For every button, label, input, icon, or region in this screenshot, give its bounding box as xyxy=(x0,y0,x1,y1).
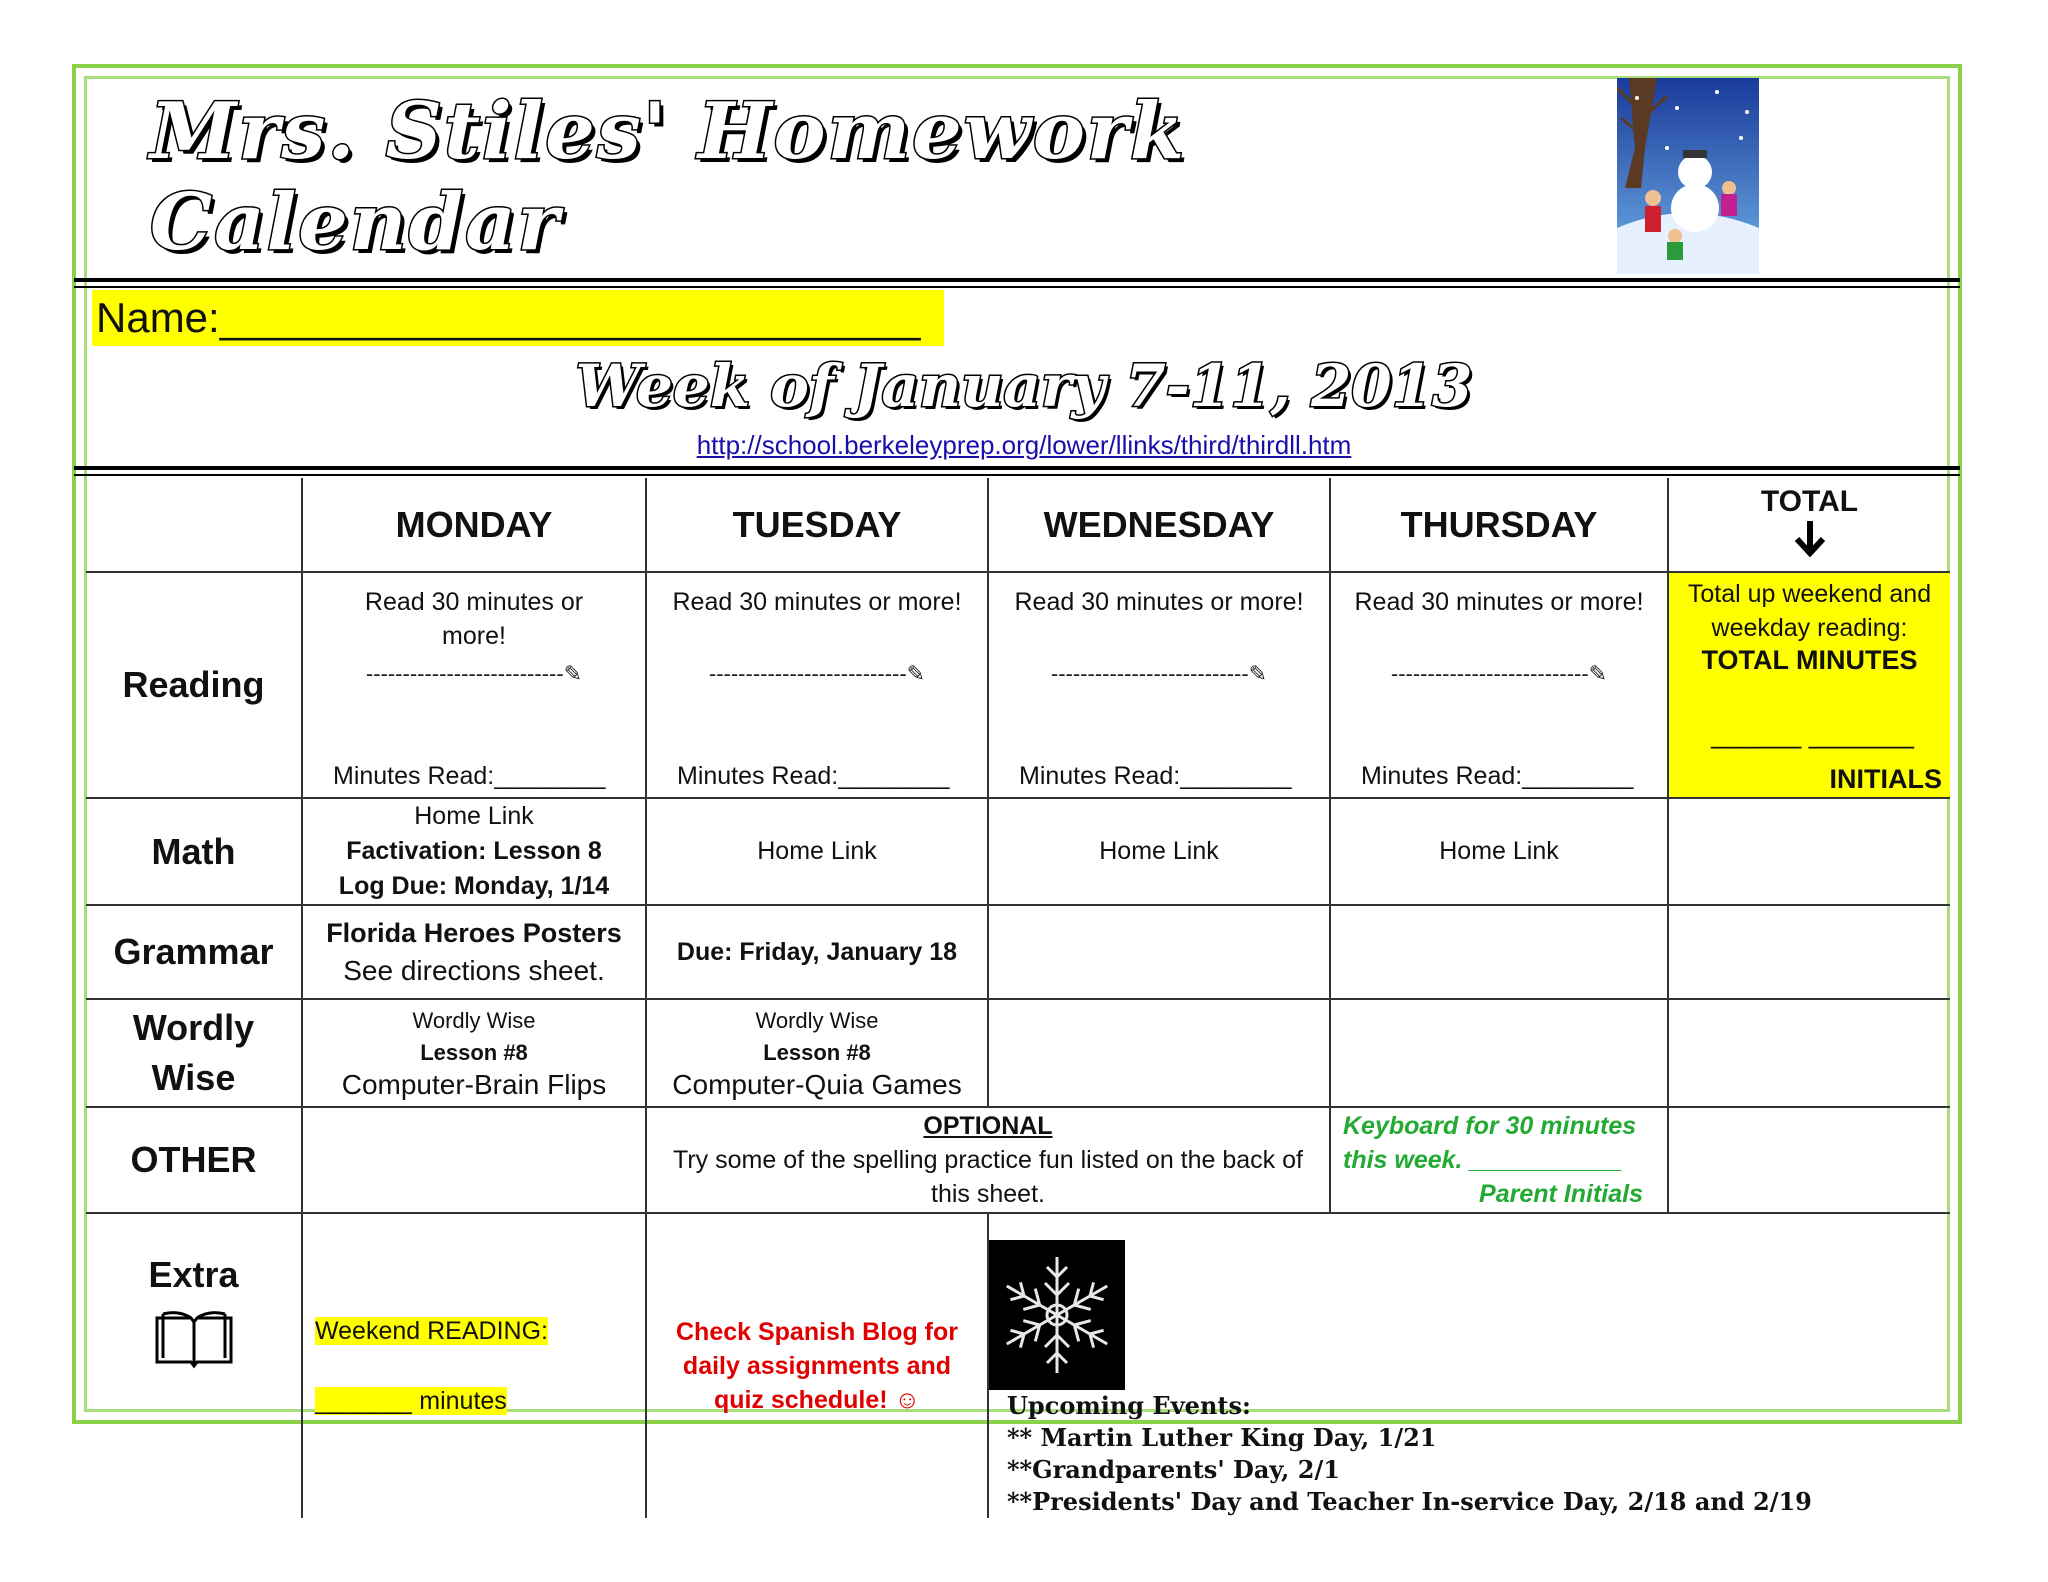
optional-title: OPTIONAL xyxy=(923,1112,1053,1140)
weekend-minutes-label: minutes xyxy=(412,1387,507,1415)
grammar-project-title: Florida Heroes Posters xyxy=(326,918,622,948)
col-wednesday: WEDNESDAY xyxy=(988,478,1330,572)
wordly-lesson: Lesson #8 xyxy=(763,1040,871,1065)
reading-total xyxy=(1668,572,1950,798)
wordly-label-line2: Wise xyxy=(151,1057,236,1098)
math-thursday: Home Link xyxy=(1330,798,1668,905)
col-monday: MONDAY xyxy=(302,478,646,572)
name-field[interactable] xyxy=(92,290,944,346)
total-label: TOTAL xyxy=(1760,484,1859,518)
row-reading-label: Reading xyxy=(86,572,302,798)
wordly-title: Wordly Wise xyxy=(755,1008,879,1033)
minutes-read-field[interactable]: Minutes Read:________ xyxy=(1361,762,1634,790)
reading-instruction: Read 30 minutes or more! xyxy=(1354,588,1644,616)
row-extra-label xyxy=(86,1213,302,1518)
extra-label: Extra xyxy=(148,1254,239,1295)
minutes-read-field[interactable]: Minutes Read:________ xyxy=(333,762,606,790)
grammar-tuesday: Due: Friday, January 18 xyxy=(646,905,988,999)
wordly-label-line1: Wordly xyxy=(132,1007,255,1048)
pencil-icon: ---------------------------✎ xyxy=(365,661,583,686)
grammar-thursday xyxy=(1330,905,1668,999)
col-tuesday: TUESDAY xyxy=(646,478,988,572)
row-other-label: OTHER xyxy=(86,1107,302,1213)
math-wednesday: Home Link xyxy=(988,798,1330,905)
corner-cell xyxy=(86,478,302,572)
event-item: ** Martin Luther King Day, 1/21 xyxy=(1007,1423,1437,1452)
week-of-heading: Week of January 7-11, 2013 xyxy=(575,352,1473,420)
wordly-title: Wordly Wise xyxy=(412,1008,536,1033)
name-label: Name: xyxy=(96,294,220,341)
parent-initials-label: Parent Initials xyxy=(1479,1180,1643,1208)
col-thursday: THURSDAY xyxy=(1330,478,1668,572)
class-website-link[interactable]: http://school.berkeleyprep.org/lower/llinks/third/thirdll.htm xyxy=(696,430,1352,460)
wordly-wednesday xyxy=(988,999,1330,1107)
reading-instruction: Read 30 minutes or more! xyxy=(364,588,584,650)
row-wordly-wise-label xyxy=(86,999,302,1107)
page-title: Mrs. Stiles' Homework Calendar xyxy=(150,86,1187,268)
other-optional xyxy=(646,1107,1330,1213)
pencil-icon: ---------------------------✎ xyxy=(708,661,926,686)
pencil-icon: ---------------------------✎ xyxy=(1050,661,1268,686)
extra-events xyxy=(988,1213,1950,1518)
wordly-thursday xyxy=(1330,999,1668,1107)
wordly-activity: Computer-Brain Flips xyxy=(341,1069,607,1100)
pencil-icon: ---------------------------✎ xyxy=(1390,661,1608,686)
header-rule-bottom xyxy=(74,466,1960,476)
grammar-wednesday xyxy=(988,905,1330,999)
row-math-label: Math xyxy=(86,798,302,905)
math-total xyxy=(1668,798,1950,905)
extra-monday xyxy=(302,1213,646,1518)
reading-monday xyxy=(302,572,646,798)
total-minutes-label: TOTAL MINUTES xyxy=(1701,645,1918,675)
total-instruction: Total up weekend and weekday reading: xyxy=(1687,580,1932,642)
grammar-directions: See directions sheet. xyxy=(343,955,605,986)
wordly-monday xyxy=(302,999,646,1107)
math-home-link: Home Link xyxy=(414,802,534,830)
header-rule-top xyxy=(74,278,1960,288)
extra-tuesday xyxy=(646,1213,988,1518)
spanish-blog-line1: Check Spanish Blog for xyxy=(676,1318,958,1346)
event-item: **Presidents' Day and Teacher In-service Day, 2/18 and 2/19 xyxy=(1007,1487,1812,1516)
spanish-blog-line2: daily assignments and xyxy=(682,1352,952,1380)
grammar-total xyxy=(1668,905,1950,999)
minutes-read-field[interactable]: Minutes Read:________ xyxy=(1019,762,1292,790)
weekend-reading-label: Weekend READING: xyxy=(315,1317,548,1345)
initials-label: INITIALS xyxy=(1829,764,1942,794)
homework-calendar-table xyxy=(86,478,1950,1518)
other-total xyxy=(1668,1107,1950,1213)
wordly-tuesday xyxy=(646,999,988,1107)
snowflake-image xyxy=(989,1240,1125,1390)
reading-tuesday xyxy=(646,572,988,798)
math-tuesday: Home Link xyxy=(646,798,988,905)
total-blanks[interactable]: ______ _______ xyxy=(1711,719,1914,749)
reading-wednesday xyxy=(988,572,1330,798)
reading-instruction: Read 30 minutes or more! xyxy=(1014,588,1304,616)
wordly-total xyxy=(1668,999,1950,1107)
event-item: **Grandparents' Day, 2/1 xyxy=(1007,1455,1340,1484)
name-blank: ______________________________ xyxy=(219,294,921,341)
keyboard-blank[interactable]: this week. ___________ xyxy=(1343,1146,1623,1174)
minutes-read-field[interactable]: Minutes Read:________ xyxy=(677,762,950,790)
reading-thursday xyxy=(1330,572,1668,798)
winter-snowman-image xyxy=(1617,78,1759,274)
down-arrow-icon xyxy=(1793,519,1827,557)
math-monday xyxy=(302,798,646,905)
row-grammar-label: Grammar xyxy=(86,905,302,999)
reading-instruction: Read 30 minutes or more! xyxy=(672,588,962,616)
math-factivation: Factivation: Lesson 8 xyxy=(346,837,602,865)
col-total xyxy=(1668,478,1950,572)
math-log-due: Log Due: Monday, 1/14 xyxy=(338,872,610,900)
upcoming-events xyxy=(1007,1390,1812,1518)
book-icon xyxy=(153,1310,235,1370)
other-monday xyxy=(302,1107,646,1213)
events-title: Upcoming Events: xyxy=(1007,1391,1251,1420)
weekend-reading-blank[interactable]: _______ xyxy=(315,1387,413,1415)
other-thursday xyxy=(1330,1107,1668,1213)
spanish-blog-line3: quiz schedule! ☺ xyxy=(713,1386,921,1414)
wordly-activity: Computer-Quia Games xyxy=(672,1069,962,1100)
grammar-monday xyxy=(302,905,646,999)
keyboard-task: Keyboard for 30 minutes xyxy=(1343,1112,1637,1140)
optional-text: Try some of the spelling practice fun listed on the back of this sheet. xyxy=(673,1146,1303,1208)
wordly-lesson: Lesson #8 xyxy=(420,1040,528,1065)
